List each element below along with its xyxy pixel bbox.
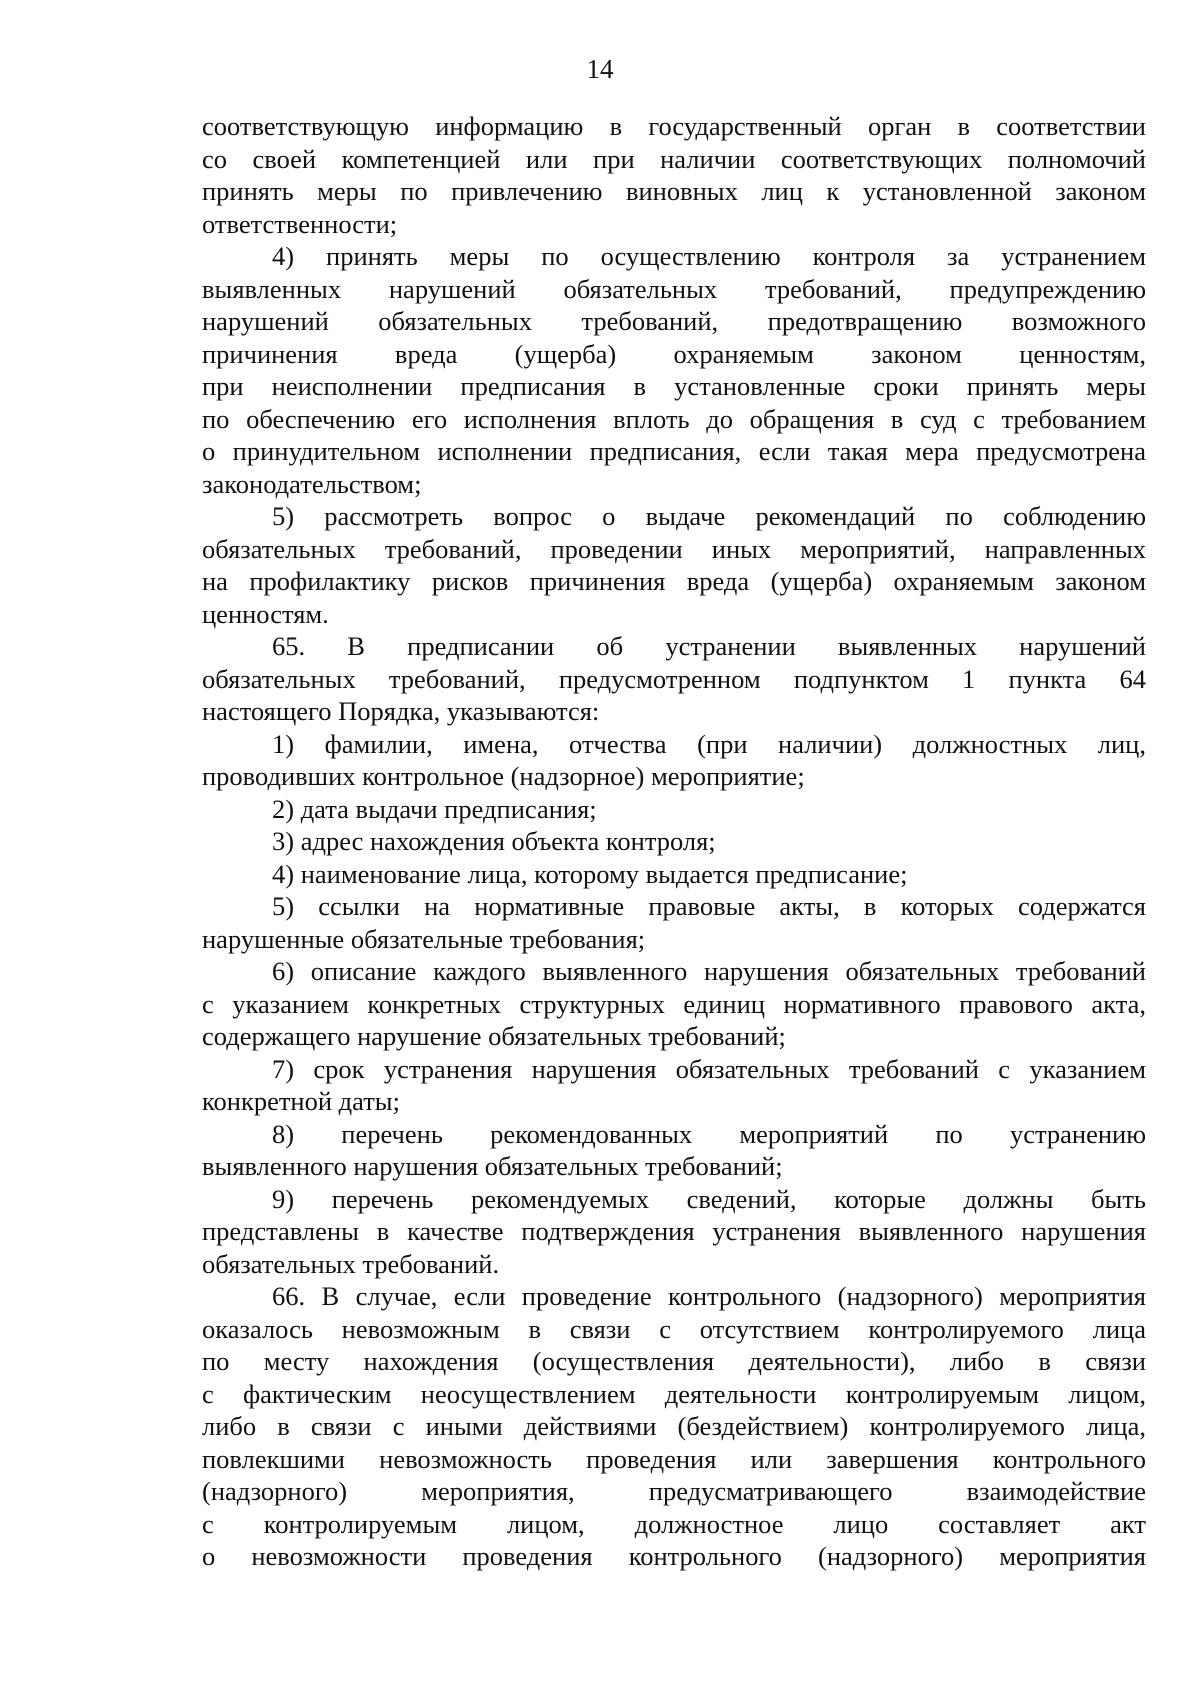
text-line: ценностям. — [202, 598, 329, 629]
text-line: о невозможности проведения контрольного (надзорного) мероприятия — [202, 1541, 1146, 1571]
text-line: соответствующую информацию в государственный орган в соответствии — [202, 111, 1146, 141]
text-line: по месту нахождения (осуществления деятельности), либо в связи — [202, 1346, 1146, 1376]
text-line: ответственности; — [202, 208, 398, 239]
text-line: обязательных требований. — [202, 1248, 500, 1279]
text-line: обязательных требований, предусмотренном подпунктом 1 пункта 64 — [202, 663, 1146, 694]
text-line: 9) перечень рекомендуемых сведений, которые должны быть — [272, 1183, 1146, 1214]
text-line: 3) адрес нахождения объекта контроля; — [272, 826, 716, 856]
text-line: 6) описание каждого выявленного нарушения обязательных требований — [272, 956, 1146, 986]
text-line: принять меры по привлечению виновных лиц к установленной законом — [202, 176, 1146, 206]
text-line: с фактическим неосуществлением деятельности контролируемым лицом, — [202, 1378, 1146, 1409]
text-line: оказалось невозможным в связи с отсутствием контролируемого лица — [202, 1313, 1146, 1344]
document-body — [202, 110, 1146, 1573]
text-line: со своей компетенцией или при наличии соответствующих полномочий — [202, 143, 1146, 174]
text-line: либо в связи с иными действиями (бездействием) контролируемого лица, — [202, 1411, 1146, 1441]
text-line: 5) рассмотреть вопрос о выдаче рекомендаций по соблюдению — [272, 501, 1146, 531]
text-line: выявленного нарушения обязательных требований; — [202, 1151, 783, 1181]
text-line: причинения вреда (ущерба) охраняемым законом ценностям, — [202, 338, 1146, 369]
text-line: нарушений обязательных требований, предотвращению возможного — [202, 306, 1146, 336]
page-number: 14 — [586, 54, 614, 84]
text-line: содержащего нарушение обязательных требований; — [202, 1021, 786, 1051]
text-line: (надзорного) мероприятия, предусматривающего взаимодействие — [202, 1476, 1146, 1506]
text-line: выявленных нарушений обязательных требований, предупреждению — [202, 273, 1146, 304]
text-line: с контролируемым лицом, должностное лицо составляет акт — [202, 1508, 1146, 1539]
text-line: на профилактику рисков причинения вреда (ущерба) охраняемым законом — [202, 566, 1146, 596]
text-line: о принудительном исполнении предписания, если такая мера предусмотрена — [202, 436, 1146, 466]
text-line: 4) принять меры по осуществлению контроля за устранением — [272, 241, 1146, 271]
text-line: 4) наименование лица, которому выдается предписание; — [272, 858, 908, 889]
text-line: настоящего Порядка, указываются: — [202, 696, 600, 726]
text-line: с указанием конкретных структурных единиц нормативного правового акта, — [202, 988, 1146, 1019]
text-line: нарушенные обязательные требования; — [202, 923, 646, 954]
text-line: 1) фамилии, имена, отчества (при наличии) должностных лиц, — [272, 728, 1146, 759]
text-line: конкретной даты; — [202, 1086, 400, 1116]
text-line: представлены в качестве подтверждения устранения выявленного нарушения — [202, 1216, 1146, 1246]
text-line: законодательством; — [202, 468, 422, 499]
text-line: 65. В предписании об устранении выявленных нарушений — [272, 631, 1146, 661]
text-line: проводивших контрольное (надзорное) мероприятие; — [202, 761, 805, 791]
text-line: повлекшими невозможность проведения или завершения контрольного — [202, 1443, 1146, 1474]
text-line: 8) перечень рекомендованных мероприятий по устранению — [272, 1118, 1146, 1149]
text-line: обязательных требований, проведении иных мероприятий, направленных — [202, 533, 1146, 564]
text-line: при неисполнении предписания в установленные сроки принять меры — [202, 371, 1146, 401]
text-line: по обеспечению его исполнения вплоть до обращения в суд с требованием — [202, 403, 1146, 434]
text-line: 2) дата выдачи предписания; — [272, 793, 597, 824]
text-line: 5) ссылки на нормативные правовые акты, в которых содержатся — [272, 891, 1146, 921]
text-line: 7) срок устранения нарушения обязательных требований с указанием — [272, 1053, 1146, 1084]
text-line: 66. В случае, если проведение контрольного (надзорного) мероприятия — [272, 1281, 1146, 1311]
